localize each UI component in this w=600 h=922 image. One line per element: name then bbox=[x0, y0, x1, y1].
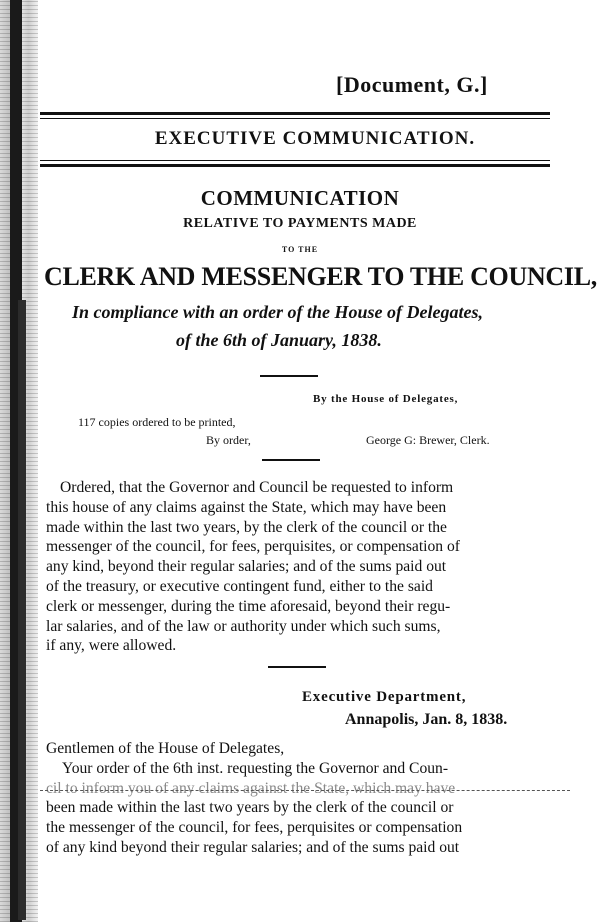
divider-short bbox=[262, 459, 320, 461]
resolution-paragraph bbox=[46, 478, 554, 656]
header-rule-bottom bbox=[40, 164, 550, 167]
title-to-the: TO THE bbox=[281, 245, 319, 254]
executive-department: Executive Department, bbox=[302, 689, 467, 705]
by-the-house: By the House of Delegates, bbox=[313, 393, 459, 405]
header-rule-top-thin bbox=[40, 118, 550, 119]
salutation: Gentlemen of the House of Delegates, bbox=[46, 740, 285, 757]
resolution-line: Ordered, that the Governor and Council be requested to inform bbox=[60, 479, 454, 496]
resolution-line: made within the last two years, by the clerk of the council or the bbox=[46, 518, 447, 536]
resolution-line: lar salaries, and of the law or authority under which such sums, bbox=[46, 617, 441, 635]
section-heading: EXECUTIVE COMMUNICATION. bbox=[154, 128, 476, 149]
compliance-line-1: In compliance with an order of the House of Delegates, bbox=[72, 302, 483, 322]
reply-line: Your order of the 6th inst. requesting the Governor and Coun- bbox=[62, 759, 449, 777]
reply-line: of any kind beyond their regular salaries; and of the sums paid out bbox=[46, 838, 460, 856]
reply-line: the messenger of the council, for fees, perquisites or compensation bbox=[46, 819, 463, 837]
spine-binding-lower bbox=[18, 300, 26, 920]
by-order: By order, bbox=[206, 433, 251, 447]
title-communication: COMMUNICATION bbox=[200, 186, 400, 210]
divider-short bbox=[260, 375, 318, 377]
print-fold-line bbox=[40, 790, 570, 791]
resolution-line: of the treasury, or executive contingent fund, either to the said bbox=[46, 577, 433, 595]
resolution-line: messenger of the council, for fees, perquisites, or compensation of bbox=[46, 538, 460, 556]
compliance-line-2: of the 6th of January, 1838. bbox=[176, 330, 382, 350]
reply-line: cil to inform you of any claims against the State, which may have bbox=[46, 779, 456, 797]
header-rule-bottom-thin bbox=[40, 160, 550, 161]
place-date: Annapolis, Jan. 8, 1838. bbox=[345, 711, 508, 728]
resolution-line: clerk or messenger, during the time aforesaid, beyond their regu- bbox=[46, 597, 451, 615]
copies-ordered: 117 copies ordered to be printed, bbox=[78, 415, 236, 429]
resolution-line: this house of any claims against the State, which may have been bbox=[46, 498, 447, 516]
resolution-line: any kind, beyond their regular salaries; and of the sums paid out bbox=[46, 558, 447, 576]
reply-paragraph bbox=[46, 739, 554, 858]
divider-short bbox=[268, 666, 326, 668]
title-clerk-messenger: CLERK AND MESSENGER TO THE COUNCIL, bbox=[44, 262, 597, 291]
header-rule-top bbox=[40, 112, 550, 115]
clerk-signature: George G: Brewer, Clerk. bbox=[366, 433, 490, 447]
title-relative: RELATIVE TO PAYMENTS MADE bbox=[183, 216, 417, 231]
document-reference: [Document, G.] bbox=[336, 72, 488, 97]
resolution-line: if any, were allowed. bbox=[46, 637, 177, 655]
reply-line: been made within the last two years by the clerk of the council or bbox=[46, 799, 454, 817]
